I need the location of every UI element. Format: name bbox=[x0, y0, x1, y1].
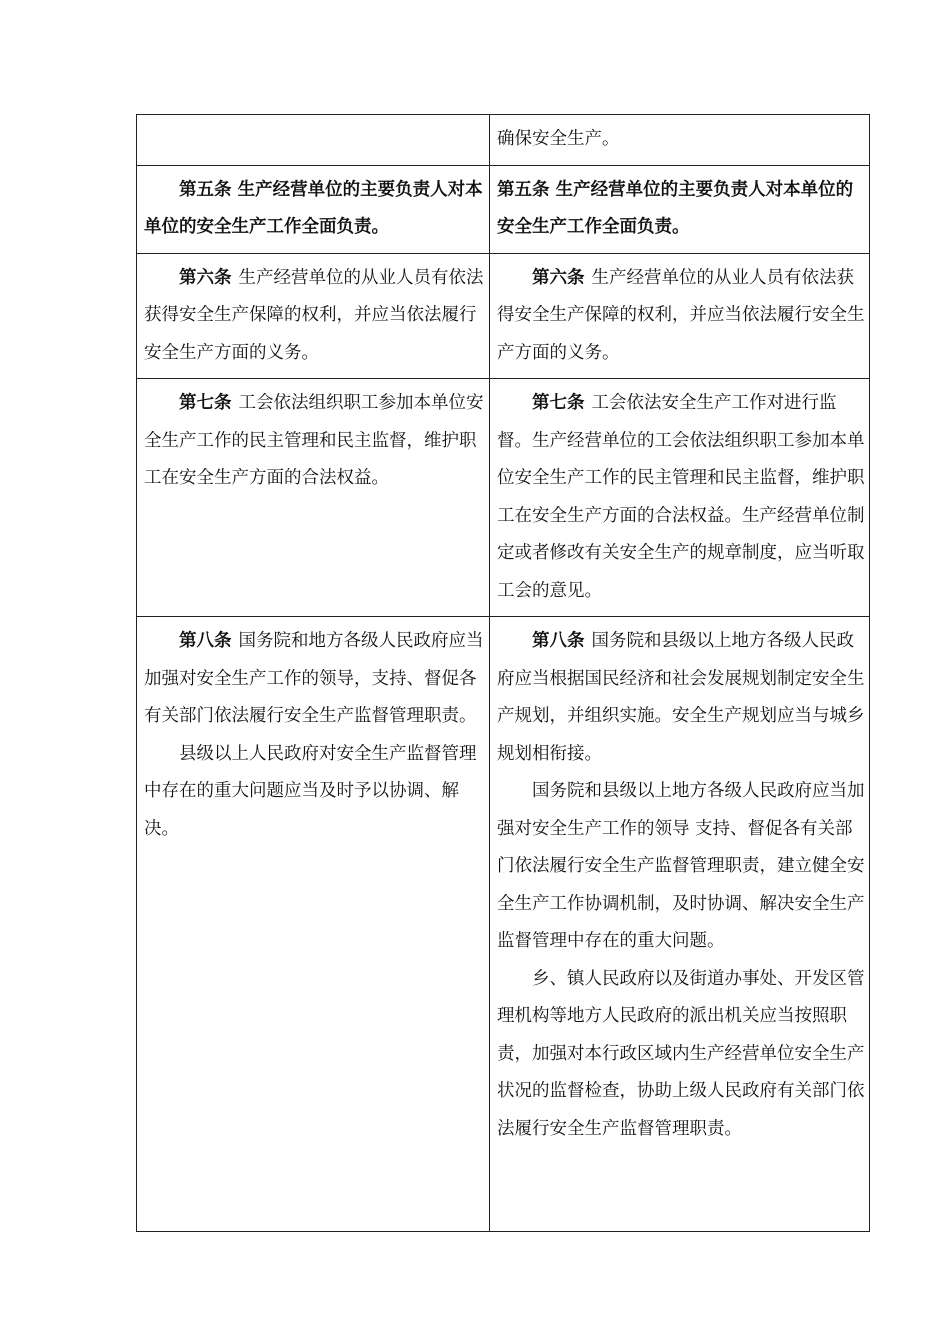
article-number: 第六条 bbox=[179, 267, 232, 288]
old-text-cell bbox=[137, 379, 490, 617]
article-text: 工会依法组织职工参加本单位安全生产工作的民主管理和民主监督，维护职工在安全生产方面的合法权益。 bbox=[144, 393, 484, 488]
new-text-cell bbox=[490, 253, 870, 379]
paragraph bbox=[144, 623, 489, 736]
table-row bbox=[137, 165, 870, 253]
paragraph: 县级以上人民政府对安全生产监督管理中存在的重大问题应当及时予以协调、解决。 bbox=[144, 743, 477, 839]
article-number: 第八条 bbox=[179, 631, 232, 651]
article-number: 第六条 bbox=[532, 267, 585, 288]
article-text: 工会依法安全生产工作对进行监督。生产经营单位的工会依法组织职工参加本单位安全生产工作的民主管理和民主监督，维护职工在安全生产方面的合法权益。生产经营单位制定或者修改有关安全生产的规章制度，应当听取工会的意见。 bbox=[497, 393, 865, 601]
paragraph bbox=[144, 385, 489, 498]
comparison-table bbox=[136, 114, 870, 1232]
table-row bbox=[137, 617, 870, 1232]
article-5-new: 第五条 生产经营单位的主要负责人对本单位的安全生产工作全面负责。 bbox=[497, 179, 854, 237]
article-text: 生产经营单位的从业人员有依法获得安全生产保障的权利，并应当依法履行安全生产方面的义务。 bbox=[144, 267, 484, 363]
article-number: 第八条 bbox=[532, 631, 585, 651]
paragraph bbox=[497, 385, 869, 610]
table-row bbox=[137, 115, 870, 166]
old-text-cell bbox=[137, 115, 490, 166]
old-text-cell bbox=[137, 165, 490, 253]
article-text: 国务院和地方各级人民政府应当加强对安全生产工作的领导，支持、督促各有关部门依法履行安全生产监督管理职责。 bbox=[144, 631, 484, 726]
paragraph bbox=[144, 260, 489, 373]
new-text-cell bbox=[490, 617, 870, 1232]
article-number: 第七条 bbox=[179, 393, 232, 413]
paragraph bbox=[497, 260, 869, 373]
article-text: 国务院和县级以上地方各级人民政府应当根据国民经济和社会发展规划制定安全生产规划，并组织实施。安全生产规划应当与城乡规划相衔接。 bbox=[497, 631, 865, 764]
paragraph bbox=[497, 623, 869, 773]
article-text: 生产经营单位的从业人员有依法获得安全生产保障的权利，并应当依法履行安全生产方面的义务。 bbox=[497, 267, 865, 363]
old-text-cell bbox=[137, 617, 490, 1232]
table-row bbox=[137, 379, 870, 617]
new-text-cell bbox=[490, 379, 870, 617]
new-text-cell bbox=[490, 165, 870, 253]
article-number: 第七条 bbox=[532, 393, 585, 413]
new-text-cell bbox=[490, 115, 870, 166]
paragraph: 国务院和县级以上地方各级人民政府应当加强对安全生产工作的领导 支持、督促各有关部门依法履行安全生产监督管理职责，建立健全安全生产工作协调机制，及时协调、解决安全生产监督管理中存在的重大问题。 bbox=[497, 781, 865, 951]
paragraph: 确保安全生产。 bbox=[497, 129, 620, 149]
article-5-old: 第五条 生产经营单位的主要负责人对本单位的安全生产工作全面负责。 bbox=[144, 179, 483, 237]
table-row bbox=[137, 253, 870, 379]
old-text-cell bbox=[137, 253, 490, 379]
paragraph: 乡、镇人民政府以及街道办事处、开发区管理机构等地方人民政府的派出机关应当按照职责，加强对本行政区域内生产经营单位安全生产状况的监督检查，协助上级人民政府有关部门依法履行安全生产监督管理职责。 bbox=[497, 968, 865, 1139]
